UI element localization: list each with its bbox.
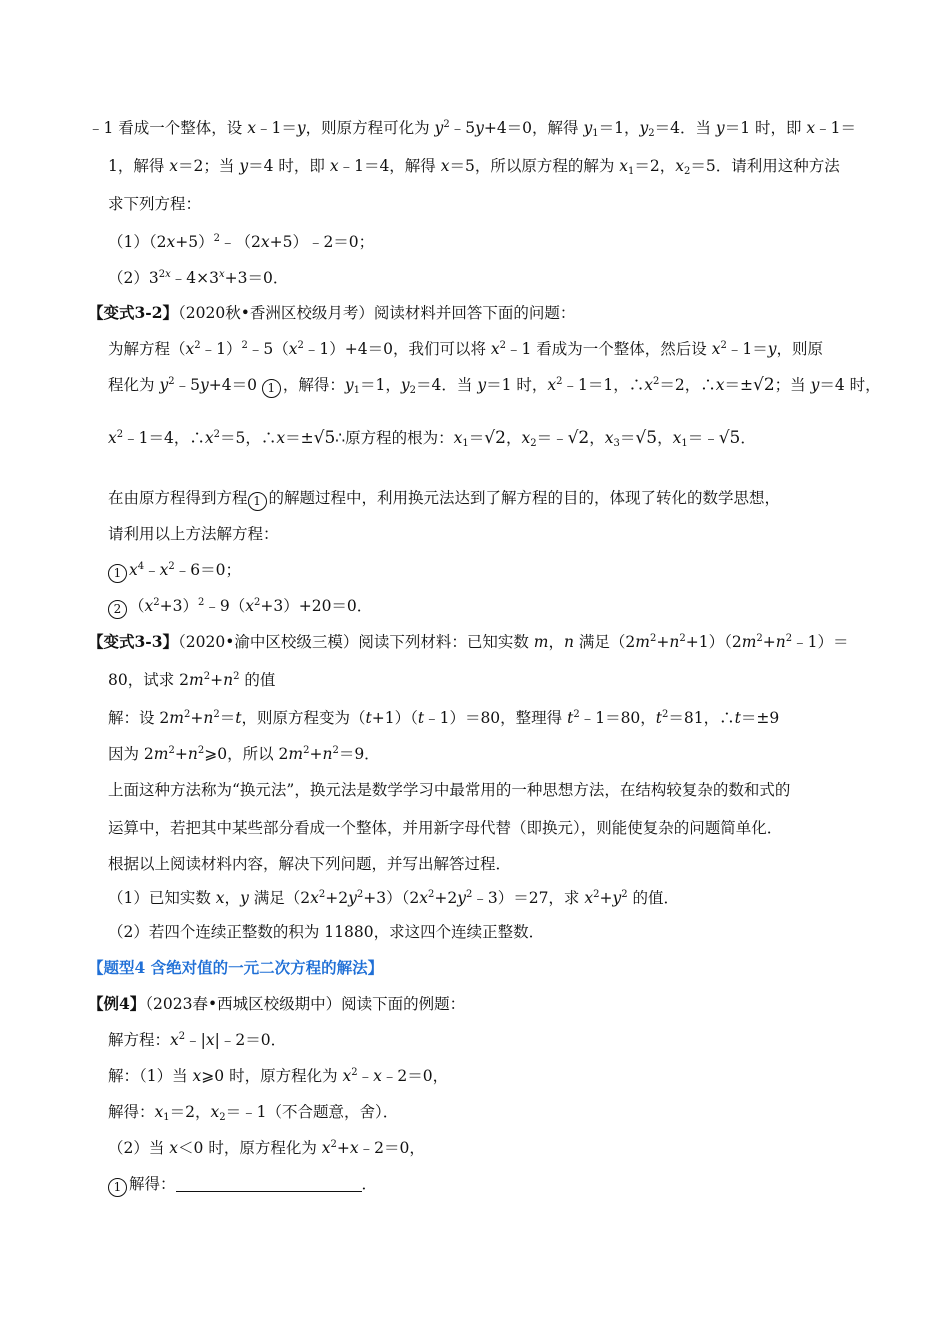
answer-blank[interactable] xyxy=(176,1177,362,1192)
ex4-line-4: （2）当 x＜0 时，原方程化为 $x^2+x﹣2=0$， xyxy=(108,1139,425,1157)
v32-line-2: 程化为 $y^2﹣5y+4=0$ 1 ，解得：$y_1=1$，$y_2=4$．当 y＝1 时，$x^2﹣1=1$，$\therefore x^2=2$，∴x＝±√2；当 y＝4 时， xyxy=(108,375,881,396)
v32-question-1: 1 $x^4﹣x^2﹣6=0$； xyxy=(108,560,241,583)
v33-line-6: 运算中，若把其中某些部分看成一个整体，并用新字母代替（即换元），则能使复杂的问题简单化． xyxy=(108,819,783,837)
section-title-type-4: 【题型4 含绝对值的一元二次方程的解法】 xyxy=(88,958,384,977)
p1-line-2: 1，解得 x＝2；当 y＝4 时，即 x﹣1＝4，解得 x＝5，所以原方程的解为 $x_1=2$，$x_2=5$．请利用这种方法 xyxy=(108,157,840,177)
v32-line-3: $x^2﹣1=4$，$\therefore x^2=5$，∴x＝±√5∴原方程的根为：$x_1=√2$，$x_2=﹣√2$，$x_3=√5$，$x_1=﹣√5$． xyxy=(108,428,756,449)
ex4-line-1: 解方程：$x^2﹣|x|﹣2=0$． xyxy=(108,1031,287,1049)
example-4-heading: 【例4】（2023春•西城区校级期中）阅读下面的例题： xyxy=(88,994,466,1013)
v33-line-5: 上面这种方法称为“换元法”，换元法是数学学习中最常用的一种思想方法，在结构较复杂的数和式的 xyxy=(108,781,791,799)
ex4-line-5: 1 解得： ． xyxy=(108,1174,377,1197)
v33-line-7: 根据以上阅读材料内容，解决下列问题，并写出解答过程． xyxy=(108,855,512,873)
ex4-line-3: 解得：$x_1=2$，$x_2=﹣1$（不合题意，舍）． xyxy=(108,1103,399,1123)
p1-line-3: 求下列方程： xyxy=(108,195,202,213)
circled-one-marker-4: 1 xyxy=(108,1178,127,1197)
ex4-line-2: 解：（1）当 x⩾0 时，原方程化为 $x^2﹣x﹣2=0$， xyxy=(108,1067,449,1085)
v33-question-1: （1）已知实数 x，y 满足$(2x^2+2y^2+3)(2x^2+2y^2﹣3)=27$，求 $x^2+y^2$ 的值． xyxy=(108,889,680,907)
p1-question-2: $(2)3^{2x}﹣4\times 3^x+3=0$． xyxy=(108,269,289,287)
v33-line-3: 解：设 $2m^2+n^2=t$，则原方程变为（t+1）（t﹣1）＝80，整理得 $t^2﹣1=80$，$t^2=81$，∴t＝±9 xyxy=(108,709,780,727)
circled-one-marker-3: 1 xyxy=(108,564,127,583)
p1-line-1: ﹣1 看成一个整体，设 x﹣1＝y，则原方程可化为 $y^2﹣5y+4=0$，解得 $y_1=1$，$y_2=4$．当 y＝1 时，即 x﹣1＝ xyxy=(88,119,857,139)
v32-question-2: 2 $(x^2+3)^2﹣9(x^2+3)+20=0$． xyxy=(108,596,372,619)
v33-line-4: 因为 $2m^2+n^2⩾0$，所以 $2m^2+n^2=9$． xyxy=(108,745,380,763)
v32-line-5: 请利用以上方法解方程： xyxy=(108,525,279,543)
circled-one-marker: 1 xyxy=(262,379,281,398)
v32-line-1: 为解方程$(x^2﹣1)^2﹣5(x^2﹣1)+4=0$，我们可以将 $x^2﹣1$ 看成为一个整体，然后设 $x^2﹣1=y$，则原 xyxy=(108,340,824,358)
v32-line-4: 在由原方程得到方程 1 的解题过程中，利用换元法达到了解方程的目的，体现了转化的数学思想， xyxy=(108,488,780,511)
variant-3-3-heading: 【变式3-3】（2020•渝中区校级三模）阅读下列材料：已知实数 m，n 满足$(2m^2+n^2+1)(2m^2+n^2﹣1)=$ xyxy=(88,632,849,651)
v33-question-2: （2）若四个连续正整数的积为 11880，求这四个连续正整数． xyxy=(108,923,545,941)
circled-two-marker: 2 xyxy=(108,600,127,619)
circled-one-marker-2: 1 xyxy=(248,492,267,511)
variant-3-2-heading: 【变式3-2】（2020秋•香洲区校级月考）阅读材料并回答下面的问题： xyxy=(88,303,576,322)
v33-line-2: 80，试求 $2m^2+n^2$ 的值 xyxy=(108,671,276,689)
p1-question-1: $(1)(2x+5)^2﹣(2x+5)﹣2=0$； xyxy=(108,233,375,251)
